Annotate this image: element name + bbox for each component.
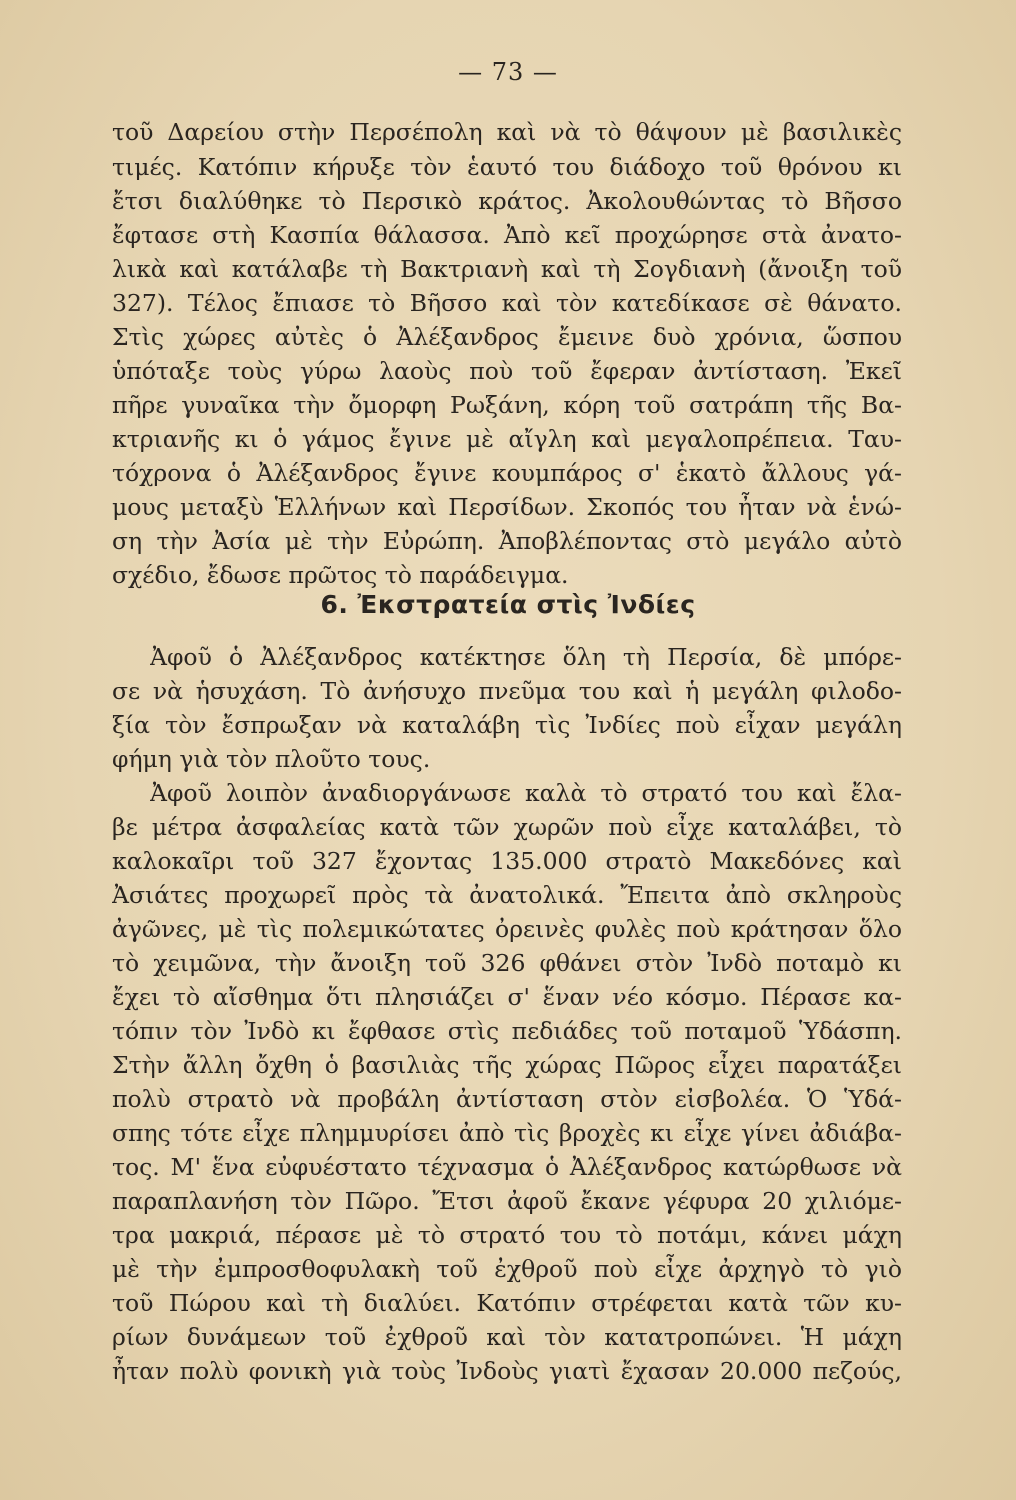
text-line: Ἀφοῦ ὁ Ἀλέξανδρος κατέκτησε ὅλη τὴ Περσία, δὲ μπόρε- — [150, 643, 902, 671]
page-number: — 73 — — [458, 58, 558, 86]
text-line: τὸ χειμῶνα, τὴν ἄνοιξη τοῦ 326 φθάνει στὸν Ἰνδὸ ποταμὸ κι — [112, 949, 902, 977]
text-line: κτριανῆς κι ὁ γάμος ἔγινε μὲ αἴγλη καὶ μεγαλοπρέπεια. Ταυ- — [112, 425, 902, 453]
text-line: ση τὴν Ἀσία μὲ τὴν Εὐρώπη. Ἀποβλέποντας στὸ μεγάλο αὐτὸ — [112, 527, 902, 555]
text-line: σε νὰ ἡσυχάση. Τὸ ἀνήσυχο πνεῦμα του καὶ ἡ μεγάλη φιλοδο- — [112, 677, 902, 705]
text-line: λικὰ καὶ κατάλαβε τὴ Βακτριανὴ καὶ τὴ Σογδιανὴ (ἄνοιξη τοῦ — [112, 255, 902, 283]
text-line: φήμη γιὰ τὸν πλοῦτο τους. — [112, 745, 431, 773]
text-line: ἀγῶνες, μὲ τὶς πολεμικώτατες ὀρεινὲς φυλὲς ποὺ κράτησαν ὅλο — [112, 915, 902, 943]
text-line: ἔτσι διαλύθηκε τὸ Περσικὸ κράτος. Ἀκολουθώντας τὸ Βῆσσο — [112, 187, 902, 215]
text-line: παραπλανήση τὸν Πῶρο. Ἔτσι ἀφοῦ ἔκανε γέφυρα 20 χιλιόμε- — [112, 1187, 902, 1215]
text-line: βε μέτρα ἀσφαλείας κατὰ τῶν χωρῶν ποὺ εἶχε καταλάβει, τὸ — [112, 813, 902, 841]
text-line: καλοκαῖρι τοῦ 327 ἔχοντας 135.000 στρατὸ Μακεδόνες καὶ — [112, 847, 902, 875]
text-line: Ἀσιάτες προχωρεῖ πρὸς τὰ ἀνατολικά. Ἔπειτα ἀπὸ σκληροὺς — [112, 881, 902, 909]
text-line: ρίων δυνάμεων τοῦ ἐχθροῦ καὶ τὸν κατατροπώνει. Ἡ μάχη — [112, 1323, 902, 1351]
text-line: σπης τότε εἶχε πλημμυρίσει ἀπὸ τὶς βροχὲς κι εἶχε γίνει ἀδιάβα- — [112, 1119, 902, 1147]
text-line: πῆρε γυναῖκα τὴν ὄμορφη Ρωξάνη, κόρη τοῦ σατράπη τῆς Βα- — [112, 391, 902, 419]
text-line: 327). Τέλος ἔπιασε τὸ Βῆσσο καὶ τὸν κατεδίκασε σὲ θάνατο. — [112, 289, 902, 317]
text-line: Στὶς χώρες αὐτὲς ὁ Ἀλέξανδρος ἔμεινε δυὸ χρόνια, ὥσπου — [112, 323, 902, 351]
text-line: ξία τὸν ἔσπρωξαν νὰ καταλάβη τὶς Ἰνδίες ποὺ εἶχαν μεγάλη — [112, 711, 902, 739]
text-line: τοῦ Δαρείου στὴν Περσέπολη καὶ νὰ τὸ θάψουν μὲ βασιλικὲς — [112, 118, 902, 146]
text-line: ἦταν πολὺ φονικὴ γιὰ τοὺς Ἰνδοὺς γιατὶ ἔχασαν 20.000 πεζούς, — [112, 1357, 902, 1385]
text-line: τρα μακριά, πέρασε μὲ τὸ στρατό του τὸ ποτάμι, κάνει μάχη — [112, 1221, 902, 1249]
text-line: πολὺ στρατὸ νὰ προβάλη ἀντίσταση στὸν εἰσβολέα. Ὁ Ὑδά- — [112, 1085, 902, 1113]
text-line: τόπιν τὸν Ἰνδὸ κι ἔφθασε στὶς πεδιάδες τοῦ ποταμοῦ Ὑδάσπη. — [112, 1017, 902, 1045]
text-line: τος. Μ' ἕνα εὐφυέστατο τέχνασμα ὁ Ἀλέξανδρος κατώρθωσε νὰ — [112, 1153, 902, 1181]
text-line: σχέδιο, ἔδωσε πρῶτος τὸ παράδειγμα. — [112, 561, 569, 589]
text-line: ὑπόταξε τοὺς γύρω λαοὺς ποὺ τοῦ ἔφεραν ἀντίσταση. Ἐκεῖ — [112, 357, 902, 385]
text-line: Στὴν ἄλλη ὄχθη ὁ βασιλιὰς τῆς χώρας Πῶρος εἶχει παρατάξει — [112, 1051, 902, 1079]
text-line: ἔφτασε στὴ Κασπία θάλασσα. Ἀπὸ κεῖ προχώρησε στὰ ἀνατο- — [112, 221, 902, 249]
text-line: ἔχει τὸ αἴσθημα ὅτι πλησιάζει σ' ἕναν νέο κόσμο. Πέρασε κα- — [112, 983, 902, 1011]
text-line: τιμές. Κατόπιν κήρυξε τὸν ἑαυτό του διάδοχο τοῦ θρόνου κι — [112, 153, 902, 181]
section-heading: 6. Ἐκστρατεία στὶς Ἰνδίες — [320, 590, 696, 619]
text-line: μὲ τὴν ἐμπροσθοφυλακὴ τοῦ ἐχθροῦ ποὺ εἶχε ἀρχηγὸ τὸ γιὸ — [112, 1255, 902, 1283]
text-line: τόχρονα ὁ Ἀλέξανδρος ἔγινε κουμπάρος σ' ἑκατὸ ἄλλους γά- — [112, 459, 902, 487]
text-line: Ἀφοῦ λοιπὸν ἀναδιοργάνωσε καλὰ τὸ στρατό του καὶ ἔλα- — [150, 779, 902, 807]
text-line: τοῦ Πώρου καὶ τὴ διαλύει. Κατόπιν στρέφεται κατὰ τῶν κυ- — [112, 1289, 902, 1317]
text-line: μους μεταξὺ Ἑλλήνων καὶ Περσίδων. Σκοπός του ἦταν νὰ ἑνώ- — [112, 493, 902, 521]
